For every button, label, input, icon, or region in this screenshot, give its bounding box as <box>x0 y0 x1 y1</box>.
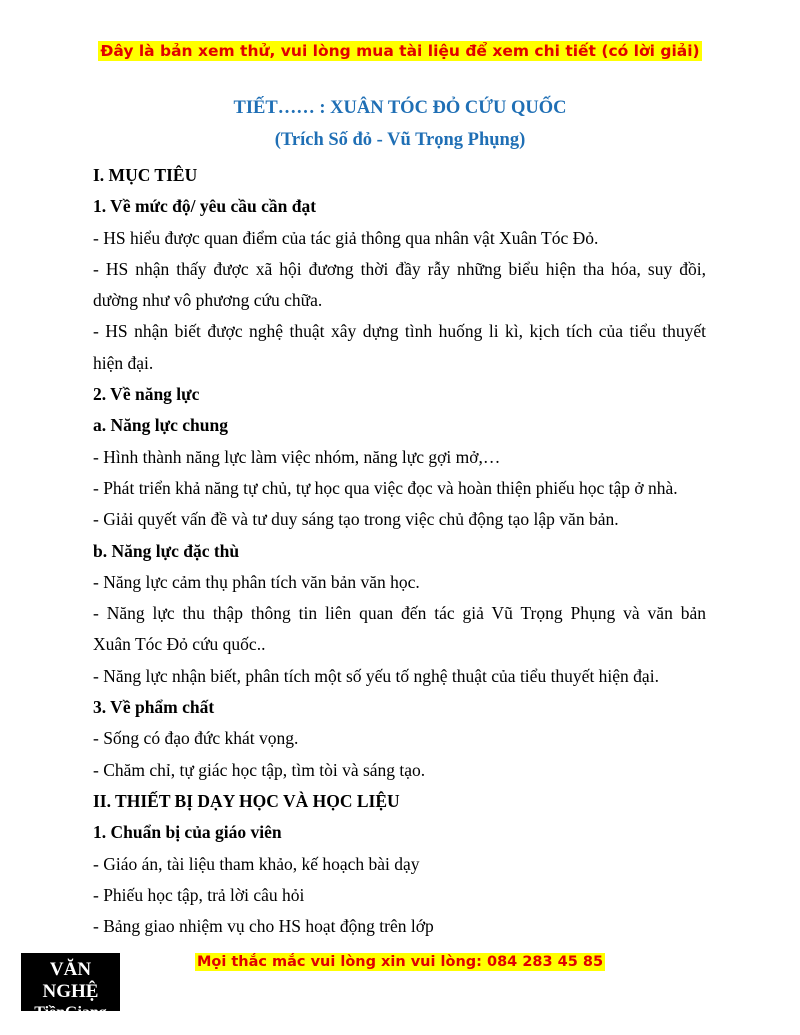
logo-line2: TiềnGiang <box>34 1004 107 1021</box>
body-line: - Năng lực thu thập thông tin liên quan đến tác giả Vũ Trọng Phụng và văn bản <box>93 603 706 624</box>
body-line: - Giải quyết vấn đề và tư duy sáng tạo trong việc chủ động tạo lập văn bản. <box>93 509 619 530</box>
contact-notice-banner <box>190 954 610 970</box>
body-line: - Phiếu học tập, trả lời câu hỏi <box>93 884 305 905</box>
subsection-heading: b. Năng lực đặc thù <box>93 540 240 561</box>
body-line: - HS nhận thấy được xã hội đương thời đầy rẫy những biểu hiện tha hóa, suy đồi, <box>93 258 706 279</box>
body-line: - HS nhận biết được nghệ thuật xây dựng tình huống li kì, kịch tích của tiểu thuyết <box>93 321 706 342</box>
subsection-heading: 2. Về năng lực <box>93 384 200 405</box>
preview-notice-banner <box>0 42 800 60</box>
document-body <box>93 160 706 942</box>
body-line: - Năng lực nhận biết, phân tích một số yếu tố nghệ thuật của tiểu thuyết hiện đại. <box>93 665 659 686</box>
body-line: - Năng lực cảm thụ phân tích văn bản văn học. <box>93 571 420 592</box>
body-line: - HS hiểu được quan điểm của tác giả thông qua nhân vật Xuân Tóc Đỏ. <box>93 227 599 248</box>
subsection-heading: 3. Về phẩm chất <box>93 697 215 718</box>
body-line: - Giáo án, tài liệu tham khảo, kế hoạch bài dạy <box>93 853 420 874</box>
body-line: - Bảng giao nhiệm vụ cho HS hoạt động trên lớp <box>93 916 434 937</box>
subsection-heading: 1. Về mức độ/ yêu cầu cần đạt <box>93 196 317 217</box>
body-line: - Sống có đạo đức khát vọng. <box>93 728 299 749</box>
body-line: Xuân Tóc Đỏ cứu quốc.. <box>93 634 266 655</box>
contact-notice-text: Mọi thắc mắc vui lòng xin vui lòng: 084 283 45 85 <box>196 954 604 970</box>
body-line: - Phát triển khả năng tự chủ, tự học qua việc đọc và hoàn thiện phiếu học tập ở nhà. <box>93 477 678 498</box>
lesson-subtitle: (Trích Số đỏ - Vũ Trọng Phụng) <box>274 130 526 150</box>
logo-line1: VĂN NGHỆ <box>42 959 99 1002</box>
subsection-heading: a. Năng lực chung <box>93 415 228 436</box>
section-heading: II. THIẾT BỊ DẠY HỌC VÀ HỌC LIỆU <box>93 790 400 811</box>
body-line: hiện đại. <box>93 352 154 373</box>
body-line: dường như vô phương cứu chữa. <box>93 290 323 311</box>
van-nghe-tien-giang-logo <box>21 953 120 1021</box>
lesson-title: TIẾT…… : XUÂN TÓC ĐỎ CỨU QUỐC <box>233 98 567 118</box>
subsection-heading: 1. Chuẩn bị của giáo viên <box>93 822 282 843</box>
body-line: - Hình thành năng lực làm việc nhóm, năng lực gợi mở,… <box>93 446 501 467</box>
body-line: - Chăm chỉ, tự giác học tập, tìm tòi và sáng tạo. <box>93 759 426 780</box>
preview-notice-text: Đây là bản xem thử, vui lòng mua tài liệu để xem chi tiết (có lời giải) <box>100 42 700 60</box>
section-heading: I. MỤC TIÊU <box>93 165 198 185</box>
